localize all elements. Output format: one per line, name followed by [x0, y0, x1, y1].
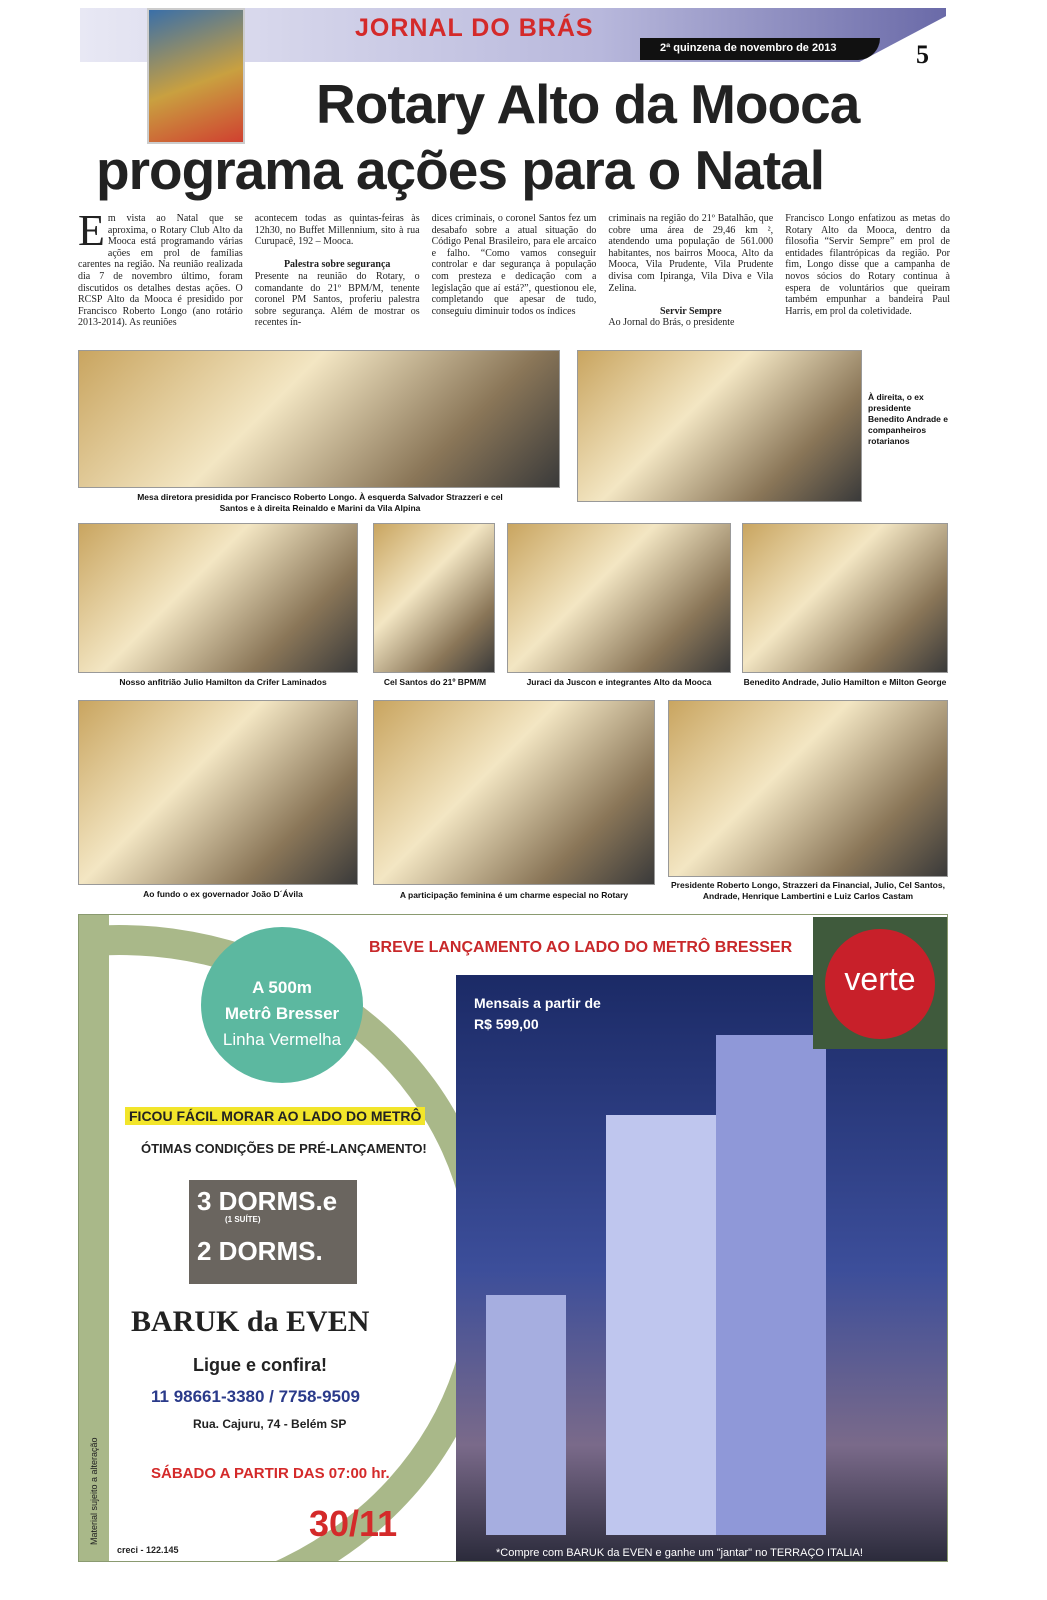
- tower-main: [606, 1115, 716, 1535]
- photo: [78, 700, 358, 885]
- circle-text: Linha Vermelha: [222, 1030, 342, 1049]
- photo: [373, 700, 655, 885]
- tower-side: [716, 1035, 826, 1535]
- ad-footer: *Compre com BARUK da EVEN e ganhe um "jantar" no TERRAÇO ITALIA!: [496, 1547, 863, 1559]
- photo-caption: Mesa diretora presidida por Francisco Roberto Longo. À esquerda Salvador Strazzeri e cel Santos e à direita Reinaldo e Marini da Vila Alpina: [137, 492, 503, 513]
- conditions: ÓTIMAS CONDIÇÕES DE PRÉ-LANÇAMENTO!: [141, 1141, 427, 1156]
- photo-head-table: [78, 350, 560, 488]
- disclaimer: Material sujeito a alteração: [89, 1437, 99, 1545]
- photo-caption: Cel Santos do 21º BPM/M: [383, 677, 487, 687]
- photo: [507, 523, 731, 673]
- price-label: Mensais a partir de: [474, 995, 601, 1011]
- address: Rua. Cajuru, 74 - Belém SP: [193, 1417, 347, 1431]
- launch-date: 30/11: [309, 1503, 398, 1544]
- photo-caption: Benedito Andrade, Julio Hamilton e Milton George: [743, 677, 947, 687]
- tower-back: [486, 1295, 566, 1535]
- masthead: JORNAL DO BRÁS: [355, 14, 594, 42]
- saturday: SÁBADO A PARTIR DAS 07:00 hr.: [151, 1465, 390, 1482]
- article-text: Francisco Longo enfatizou as metas do Rotary Alto da Mooca, dentro da filosofia “Servir Sempre” em prol de entidades filantrópicas da região. Por fim, Longo disse que a campanha de novos sócios do Rotary continua à espera de voluntários que queiram também empunhar a bandeira Paul Harris, em prol da coletividade.: [785, 213, 950, 317]
- suite: (1 SUÍTE): [225, 1215, 261, 1224]
- circle-text: A 500m: [252, 978, 312, 997]
- dorms-box: [189, 1180, 357, 1284]
- brand-box: [813, 917, 947, 1049]
- phones: 11 98661-3380 / 7758-9509: [151, 1387, 360, 1406]
- article-body: [78, 213, 950, 341]
- photo-caption: Ao fundo o ex governador João D´Ávila: [143, 889, 303, 899]
- dorms-3: 3 DORMS.e: [197, 1186, 338, 1216]
- photo-caption: Juraci da Juscon e integrantes Alto da Mooca: [526, 677, 712, 687]
- article-text: Presente na reunião do Rotary, o comandante do 21º BPM/M, tenente coronel PM Santos, proferiu palestra sobre segurança. Além de mostrar os recentes ín-: [254, 270, 420, 329]
- building-render: [456, 975, 948, 1562]
- article-text: Ao Jornal do Brás, o presidente: [608, 317, 735, 329]
- page-number: 5: [916, 40, 929, 69]
- distance-circle: [201, 927, 363, 1083]
- photo: [742, 523, 948, 673]
- photo: [373, 523, 495, 673]
- price: R$ 599,00: [474, 1016, 539, 1032]
- headline-line1: Rotary Alto da Mooca: [316, 73, 860, 135]
- drop-cap: E: [78, 213, 105, 255]
- article-text: dices criminais, o coronel Santos fez um desabafo sobre a atual situação do Código Penal Brasileiro, para ele arcaico e falho. “Como vamos conseguir controlar e dar segurança à população com presteza e dedicação com a legislação que aí está?”, questionou ele, completando que apesar de tudo, conseguiu diminuir todos os índices: [431, 213, 597, 317]
- photo-caption: Nosso anfitrião Julio Hamilton da Crifer Laminados: [119, 677, 327, 687]
- subheading: Servir Sempre: [660, 305, 722, 317]
- circle-text: Metrô Bresser: [224, 1004, 340, 1023]
- verte-logo: verte: [825, 929, 935, 1039]
- photo: [668, 700, 948, 877]
- issue-date: 2ª quinzena de novembro de 2013: [660, 42, 837, 54]
- rotary-banner-photo: [147, 8, 245, 144]
- subheading: Palestra sobre segurança: [283, 259, 391, 271]
- dorms-2: 2 DORMS.: [197, 1236, 323, 1266]
- photo-members: [577, 350, 862, 502]
- article-text: acontecem todas as quintas-feiras às 12h30, no Buffet Millennium, sito à rua Curupacê, 192 – Mooca.: [254, 213, 420, 248]
- real-estate-ad: [78, 914, 948, 1562]
- ad-banner: BREVE LANÇAMENTO AO LADO DO METRÔ BRESSER: [369, 939, 793, 956]
- photo-caption: À direita, o ex presidente Benedito Andrade e companheiros rotarianos: [868, 392, 948, 446]
- photo-caption: A participação feminina é um charme especial no Rotary: [399, 890, 629, 900]
- call-text: Ligue e confira!: [193, 1355, 328, 1375]
- article-text: criminais na região do 21º Batalhão, que cobre uma área de 29,46 km ², atendendo uma população de 561.000 habitantes, nos bairros Mooca, Alto da Mooca, Vila Prudente, Vila Prudente divisa com Ipiranga, Vila Diva e Vila Zelina.: [608, 213, 774, 294]
- creci: creci - 122.145: [117, 1545, 179, 1555]
- photo-caption: Presidente Roberto Longo, Strazzeri da Financial, Julio, Cel Santos, Andrade, Henrique Lambertini e Luiz Carlos Castam: [671, 880, 945, 901]
- photo: [78, 523, 358, 673]
- highlight: FICOU FÁCIL MORAR AO LADO DO METRÔ: [125, 1107, 425, 1125]
- article-text: m vista ao Natal que se aproxima, o Rotary Club Alto da Mooca está programando várias ações em prol de famílias carentes na região. Na reunião realizada dia 7 de novembro último, foram discutidos os detalhes destas ações. O RCSP Alto da Mooca é presidido por Francisco Roberto Longo (ano rotário 2013-2014). As reuniões: [78, 213, 243, 329]
- headline-line2: programa ações para o Natal: [96, 139, 825, 201]
- company: BARUK da EVEN: [131, 1305, 370, 1338]
